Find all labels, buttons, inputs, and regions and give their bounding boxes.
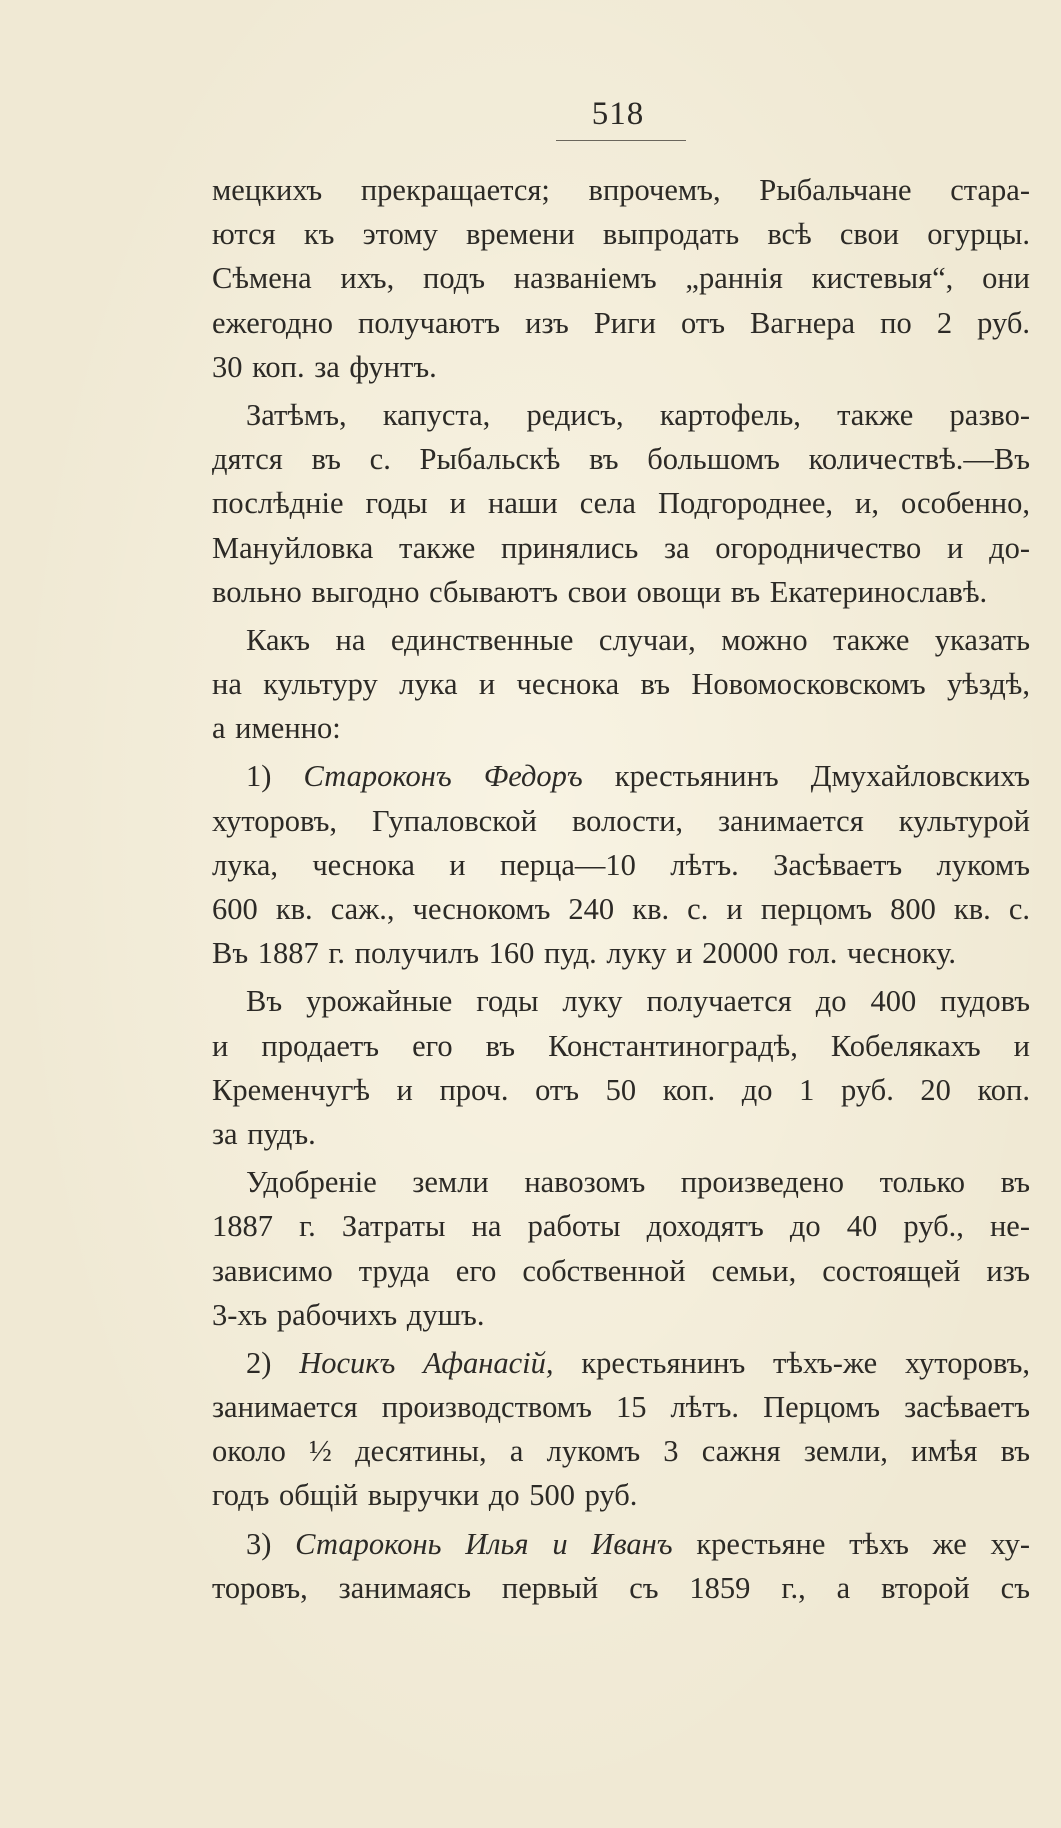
- text-column: [212, 168, 1030, 1610]
- item-text: крестьяне тѣхъ же ху-: [696, 1526, 1030, 1561]
- text-line: 3-хъ рабочихъ душъ.: [212, 1297, 485, 1332]
- paragraph: [212, 979, 1030, 1156]
- text-line: а именно:: [212, 711, 341, 746]
- item-number: 3): [246, 1526, 272, 1561]
- text-line: Удобреніе земли навозомъ произведено только въ: [246, 1165, 1030, 1200]
- text-line: занимается производствомъ 15 лѣтъ. Перцомъ засѣваетъ: [212, 1390, 1030, 1425]
- text-line: хуторовъ, Гупаловской волости, занимается культурой: [212, 803, 1030, 838]
- item-first-line: [212, 1341, 1030, 1385]
- text-line: Въ урожайные годы луку получается до 400 пудовъ: [246, 984, 1030, 1019]
- text-line: Мануйловка также принялись за огородничество и до-: [212, 530, 1030, 565]
- text-line: годъ общій выручки до 500 руб.: [212, 1478, 638, 1513]
- page-number: 518: [591, 96, 645, 132]
- text-line: около ½ десятины, а лукомъ 3 сажня земли, имѣя въ: [212, 1434, 1030, 1469]
- text-line: зависимо труда его собственной семьи, состоящей изъ: [212, 1253, 1030, 1288]
- text-line: ются къ этому времени выпродать всѣ свои огурцы.: [212, 217, 1030, 252]
- paragraph-item-2: [212, 1341, 1030, 1518]
- person-name: Староконь Илья и Иванъ: [295, 1526, 673, 1561]
- text-line: послѣдніе годы и наши села Подгороднее, и, особенно,: [212, 486, 1030, 521]
- text-line: дятся въ с. Рыбальскѣ въ большомъ количествѣ.—Въ: [212, 442, 1030, 477]
- text-line: 600 кв. саж., чеснокомъ 240 кв. с. и перцомъ 800 кв. с.: [212, 892, 1030, 926]
- text-line: вольно выгодно сбываютъ свои овощи въ Екатеринославѣ.: [212, 574, 988, 609]
- text-line: и продаетъ его въ Константиноградѣ, Кобелякахъ и: [212, 1028, 1030, 1063]
- text-line: за пудъ.: [212, 1116, 316, 1151]
- paragraph: [212, 168, 1030, 389]
- text-line: 30 коп. за фунтъ.: [212, 349, 437, 384]
- item-number: 1): [246, 759, 272, 794]
- paragraph-item-1: [212, 754, 1030, 975]
- text-line: на культуру лука и чеснока въ Новомосковскомъ уѣздѣ,: [212, 667, 1030, 702]
- paragraph: [212, 618, 1030, 751]
- item-first-line: [212, 1522, 1030, 1566]
- paragraph: [212, 1160, 1030, 1337]
- item-number: 2): [246, 1345, 272, 1380]
- text-line: мецкихъ прекращается; впрочемъ, Рыбальчане стара-: [212, 173, 1030, 207]
- text-line: Въ 1887 г. получилъ 160 пуд. луку и 20000 гол. чесноку.: [212, 936, 956, 971]
- header-rule: [556, 140, 686, 141]
- person-name: Носикъ Афанасій,: [299, 1345, 554, 1380]
- text-line: Сѣмена ихъ, подъ названіемъ „раннія кистевыя“, они: [212, 261, 1030, 296]
- item-first-line: [212, 754, 1030, 798]
- text-line: Затѣмъ, капуста, редисъ, картофель, также разво-: [246, 397, 1030, 432]
- paragraph-item-3: [212, 1522, 1030, 1610]
- person-name: Староконъ Федоръ: [303, 759, 583, 794]
- text-line: торовъ, занимаясь первый съ 1859 г., а второй съ: [212, 1570, 1030, 1605]
- text-line: лука, чеснока и перца—10 лѣтъ. Засѣваетъ лукомъ: [212, 847, 1030, 882]
- item-text: крестьянинъ Дмухайловскихъ: [614, 759, 1030, 794]
- paragraph: [212, 393, 1030, 614]
- text-line: 1887 г. Затраты на работы доходятъ до 40 руб., не-: [212, 1209, 1030, 1244]
- text-line: ежегодно получаютъ изъ Риги отъ Вагнера по 2 руб.: [212, 305, 1030, 340]
- item-text: крестьянинъ тѣхъ-же хуторовъ,: [581, 1345, 1030, 1380]
- text-line: Какъ на единственные случаи, можно также указать: [246, 622, 1030, 657]
- text-line: Кременчугѣ и проч. отъ 50 коп. до 1 руб. 20 коп.: [212, 1072, 1030, 1107]
